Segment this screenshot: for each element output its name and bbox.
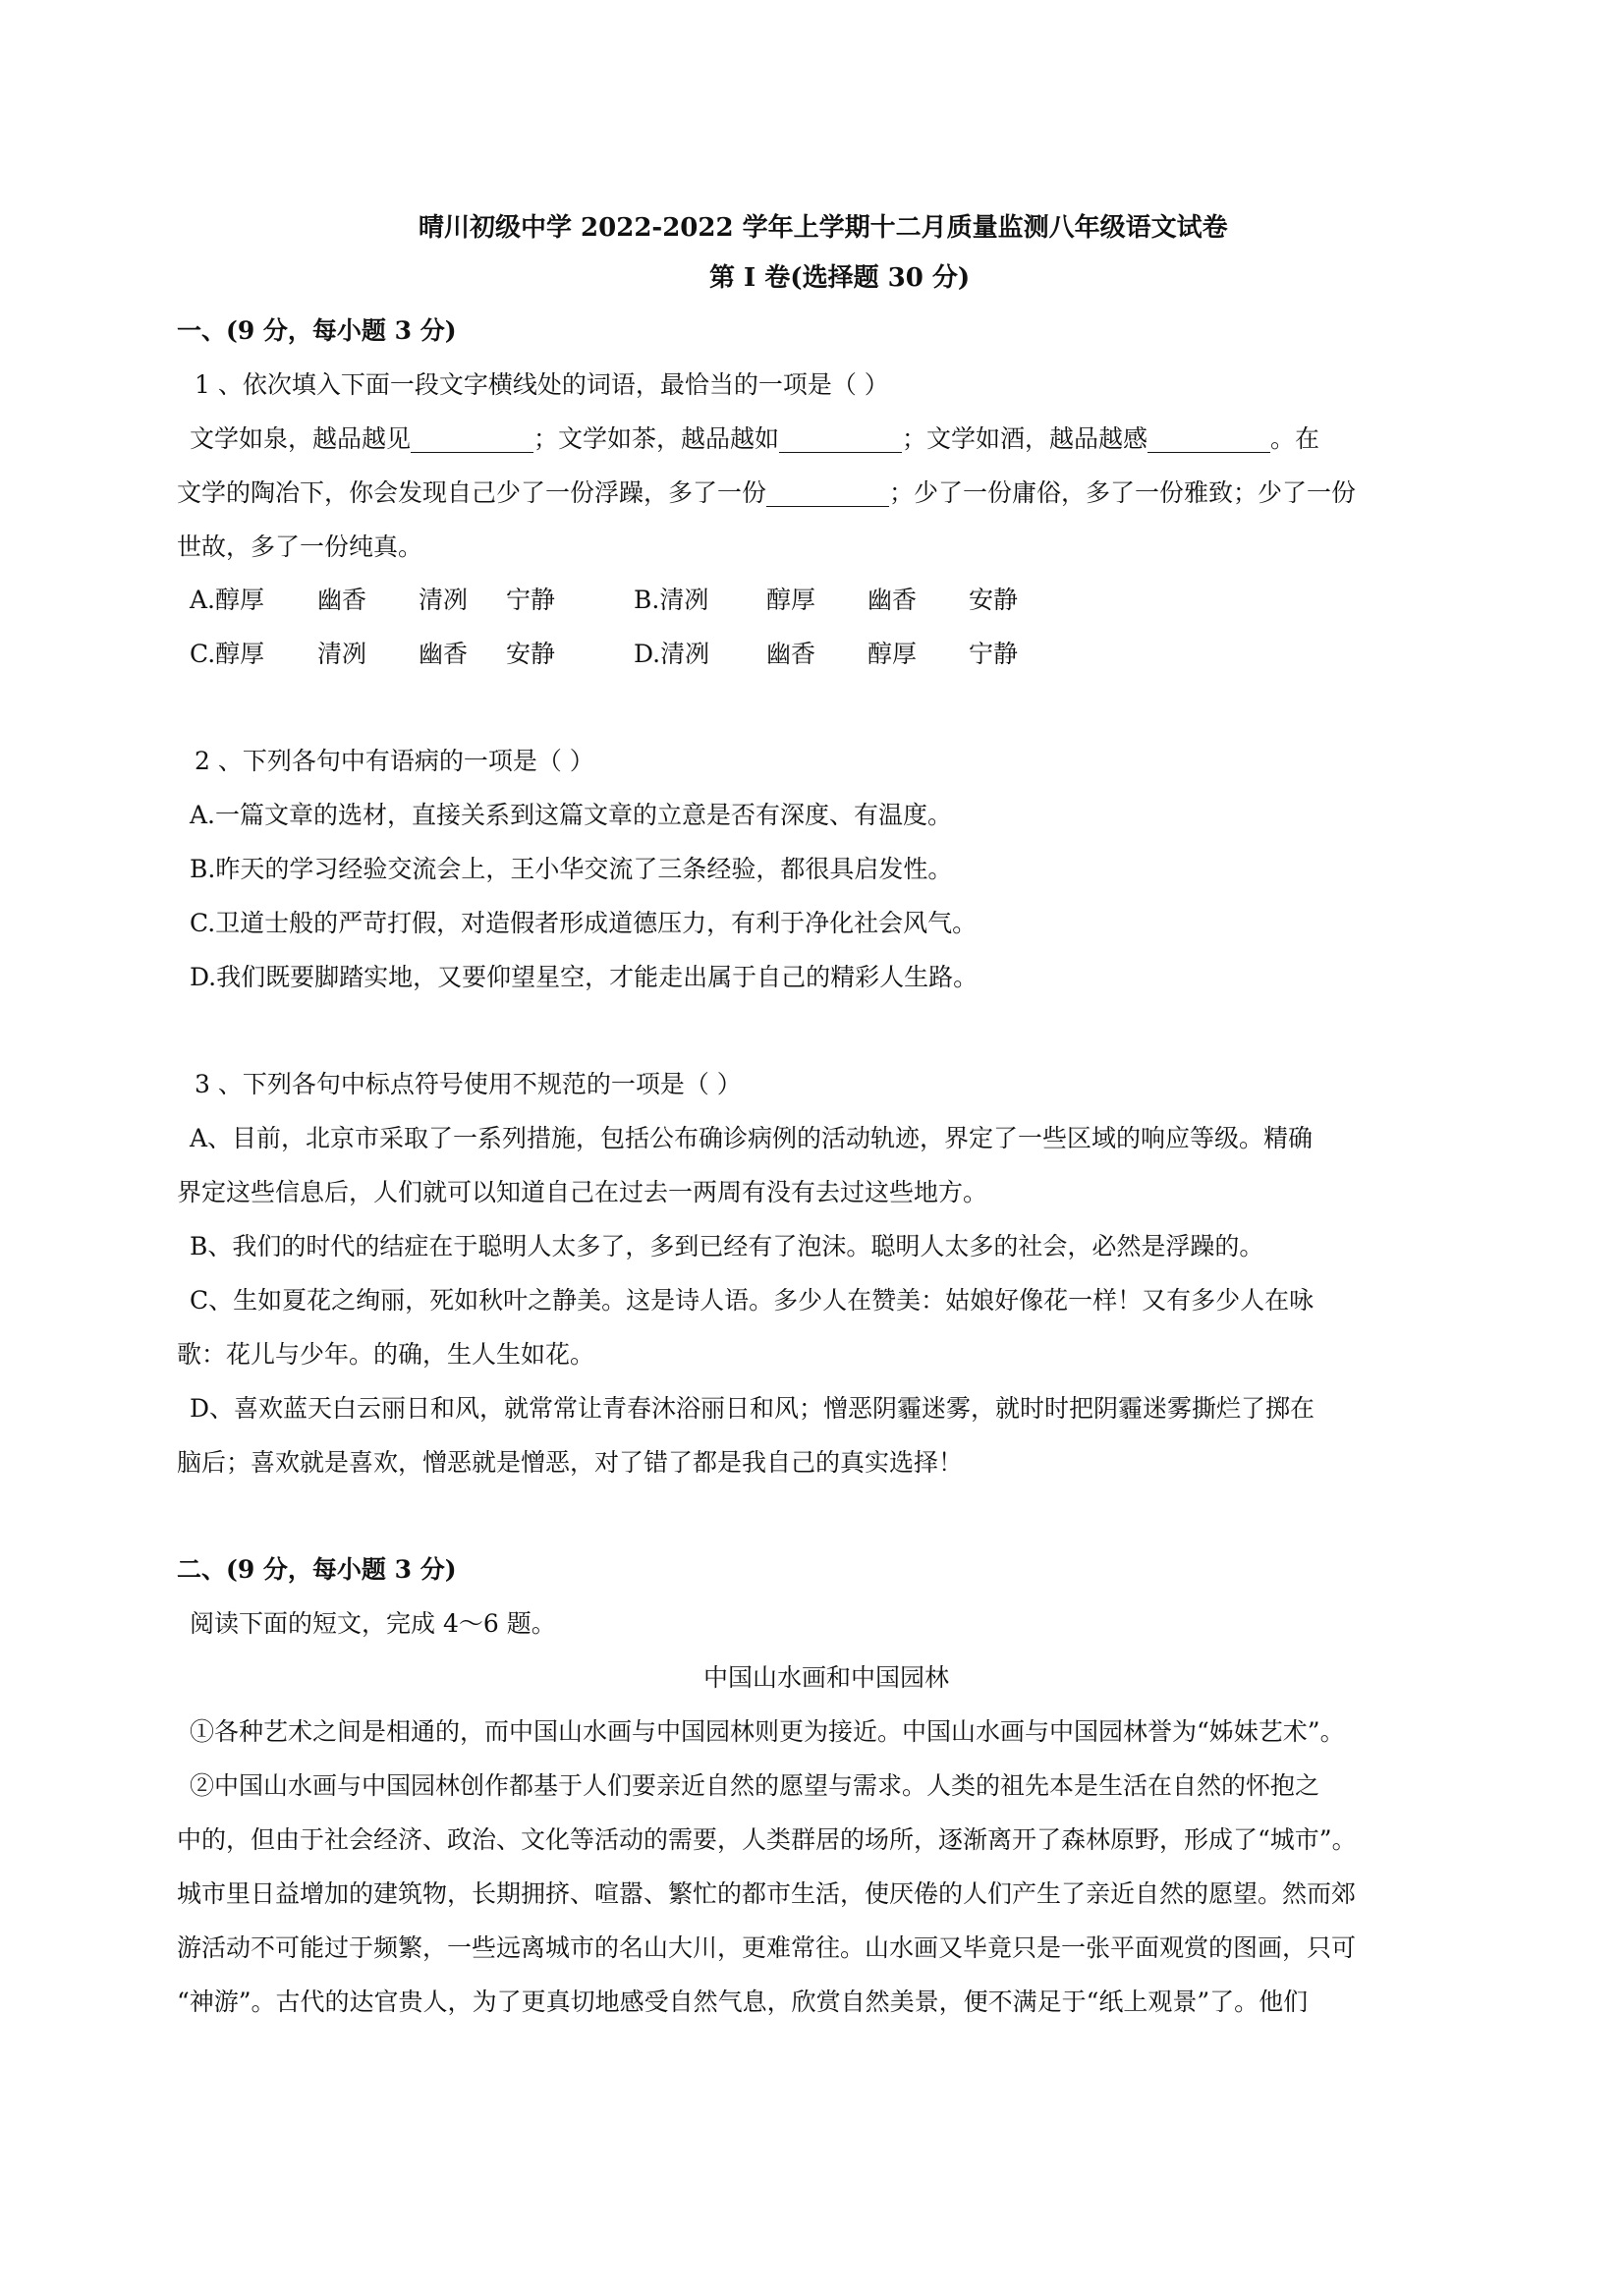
q3-line-3: B、我们的时代的结症在于聪明人太多了，多到已经有了泡沫。聪明人太多的社会，必然是浮躁的。	[190, 1232, 1264, 1260]
article-line-1: ①各种艺术之间是相通的，而中国山水画与中国园林则更为接近。中国山水画与中国园林誉为“姊妹艺术”。	[190, 1717, 1345, 1746]
q1-option-b-3: 幽香	[867, 586, 918, 614]
q1-option-a-4: 宁静	[506, 586, 556, 614]
exam-title: 晴川初级中学 2022-2022 学年上学期十二月质量监测八年级语文试卷	[419, 213, 1228, 243]
q3-line-6: D、喜欢蓝天白云丽日和风，就常常让青春沐浴丽日和风；憎恶阴霾迷雾，就时时把阴霾迷雾撕烂了掷在	[190, 1394, 1315, 1423]
q1-option-c-1: C.醇厚	[190, 640, 265, 668]
q3-line-2: 界定这些信息后，人们就可以知道自己在过去一两周有没有去过这些地方。	[177, 1178, 988, 1206]
q2-option-a: A.一篇文章的选材，直接关系到这篇文章的立意是否有深度、有温度。	[190, 801, 953, 829]
q1-passage-line-2: 文学的陶冶下，你会发现自己少了一份浮躁，多了一份__________；少了一份庸俗，多了一份雅致；少了一份	[177, 478, 1357, 507]
q1-passage-line-1: 文学如泉，越品越见__________；文学如茶，越品越如__________；文学如酒，越品越感__________。在	[190, 424, 1320, 453]
q2-stem: 2 、下列各句中有语病的一项是（ ）	[195, 747, 594, 775]
article-line-3: 中的，但由于社会经济、政治、文化等活动的需要，人类群居的场所，逐渐离开了森林原野，形成了“城市”。	[177, 1825, 1357, 1854]
q1-option-c-4: 安静	[506, 640, 556, 668]
q2-option-d: D.我们既要脚踏实地，又要仰望星空，才能走出属于自己的精彩人生路。	[190, 963, 979, 991]
article-line-5: 游活动不可能过于频繁，一些远离城市的名山大川，更难常往。山水画又毕竟只是一张平面观赏的图画，只可	[177, 1933, 1357, 1962]
article-line-2: ②中国山水画与中国园林创作都基于人们要亲近自然的愿望与需求。人类的祖先本是生活在自然的怀抱之	[190, 1771, 1320, 1800]
article-line-4: 城市里日益增加的建筑物，长期拥挤、喧嚣、繁忙的都市生活，使厌倦的人们产生了亲近自然的愿望。然而郊	[177, 1879, 1357, 1908]
q1-passage-line-3: 世故，多了一份纯真。	[177, 532, 423, 561]
article-line-6: “神游”。古代的达官贵人，为了更真切地感受自然气息，欣赏自然美景，便不满足于“纸上观景”了。他们	[177, 1988, 1309, 2016]
q3-line-1: A、目前，北京市采取了一系列措施，包括公布确诊病例的活动轨迹，界定了一些区域的响应等级。精确	[190, 1124, 1314, 1152]
q1-option-c-3: 幽香	[419, 640, 469, 668]
q3-stem: 3 、下列各句中标点符号使用不规范的一项是（ ）	[195, 1070, 742, 1098]
exam-subtitle: 第 I 卷(选择题 30 分)	[709, 263, 971, 293]
q3-line-4: C、生如夏花之绚丽，死如秋叶之静美。这是诗人语。多少人在赞美：姑娘好像花一样！又有多少人在咏	[190, 1286, 1315, 1315]
q1-option-b-1: B.清冽	[634, 586, 709, 614]
q2-option-b: B.昨天的学习经验交流会上，王小华交流了三条经验，都很具启发性。	[190, 855, 953, 883]
q1-option-a-1: A.醇厚	[190, 586, 265, 614]
section2-intro: 阅读下面的短文，完成 4～6 题。	[190, 1609, 556, 1638]
q3-line-5: 歌：花儿与少年。的确，生人生如花。	[177, 1340, 595, 1369]
q1-option-d-2: 幽香	[766, 640, 816, 668]
q1-option-b-4: 安静	[969, 586, 1019, 614]
section2-heading: 二、(9 分，每小题 3 分)	[177, 1555, 457, 1584]
q1-option-c-2: 清冽	[317, 640, 367, 668]
q1-option-d-1: D.清冽	[634, 640, 710, 668]
q1-option-a-2: 幽香	[317, 586, 367, 614]
section1-heading: 一、(9 分，每小题 3 分)	[177, 316, 457, 345]
q2-option-c: C.卫道士般的严苛打假，对造假者形成道德压力，有利于净化社会风气。	[190, 909, 978, 937]
q1-option-d-4: 宁静	[969, 640, 1019, 668]
q1-option-d-3: 醇厚	[867, 640, 918, 668]
q1-option-a-3: 清冽	[419, 586, 469, 614]
q1-stem: 1 、依次填入下面一段文字横线处的词语，最恰当的一项是（ ）	[195, 370, 889, 399]
q1-option-b-2: 醇厚	[766, 586, 816, 614]
q3-line-7: 脑后；喜欢就是喜欢，憎恶就是憎恶，对了错了都是我自己的真实选择！	[177, 1448, 964, 1477]
article-title: 中国山水画和中国园林	[703, 1663, 950, 1692]
